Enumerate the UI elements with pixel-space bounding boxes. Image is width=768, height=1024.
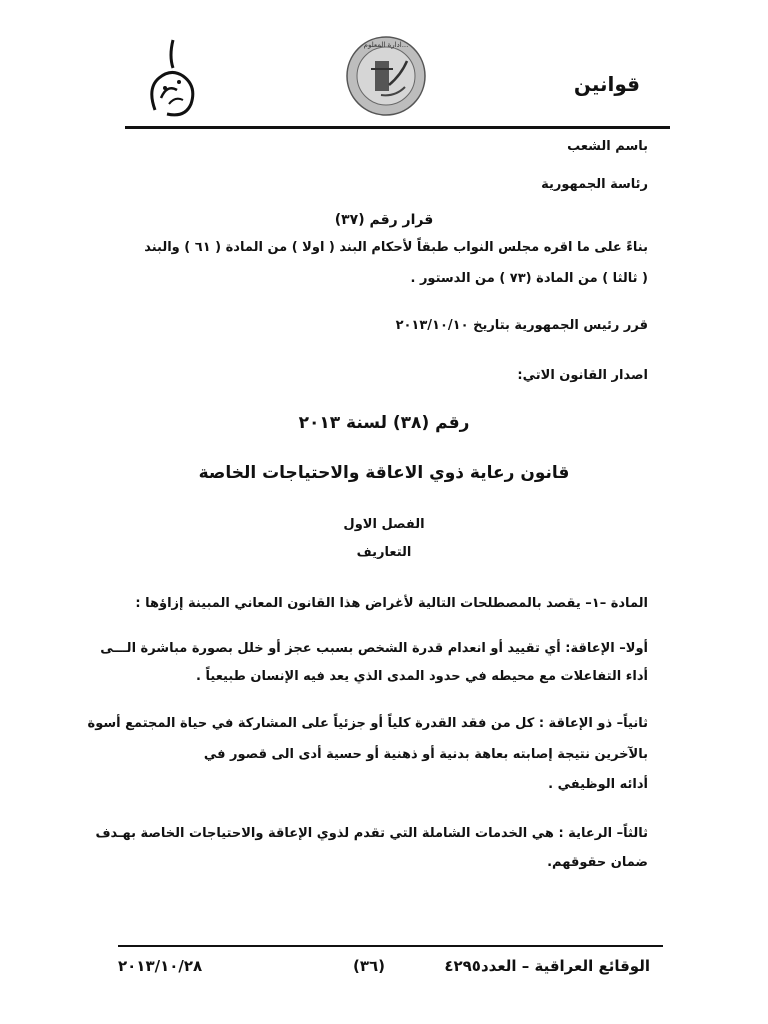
definition-3-line-1: ثالثاً– الرعاية : هي الخدمات الشاملة التي تقدم لذوي الإعاقة والاحتياجات الخاصة بهـدف — [95, 826, 648, 841]
in-the-name-of-people: باسم الشعب — [567, 139, 648, 154]
footer-divider — [118, 945, 663, 947]
president-decided: قرر رئيس الجمهورية بتاريخ ٢٠١٣/١٠/١٠ — [395, 318, 648, 333]
presidency-heading: رئاسة الجمهورية — [541, 177, 648, 192]
ministry-emblem-logo — [345, 35, 427, 117]
decree-number: قرار رقم (٣٧) — [334, 212, 434, 228]
gazette-calligraphy-logo — [143, 38, 199, 118]
definition-1-line-1: أولا– الإعاقة: أي تقييد أو انعدام قدرة الشخص بسبب عجز أو خلل بصورة مباشرة الـــى — [100, 641, 648, 656]
gazette-issue: الوقائع العراقية – العدد٤٢٩٥ — [444, 957, 650, 975]
chapter-heading: الفصل الاول — [343, 517, 425, 532]
issue-following-law: اصدار القانون الاتي: — [517, 368, 648, 383]
basis-line-2: ( ثالثا ) من المادة (٧٣ ) من الدستور . — [410, 271, 648, 286]
definition-2-line-2: بالآخرين نتيجة إصابته بعاهة بدنية أو ذهنية أو حسية أدى الى قصور في — [203, 747, 648, 762]
definition-2-line-3: أدائه الوظيفي . — [548, 777, 648, 792]
law-number: رقم (٣٨) لسنة ٢٠١٣ — [298, 413, 470, 433]
definition-2-line-1: ثانياً– ذو الإعاقة : كل من فقد القدرة كلياً أو جزئياً على المشاركة في حياة المجتمع أسوة — [87, 716, 648, 731]
definition-1-line-2: أداء التفاعلات مع محيطه في حدود المدى الذي يعد فيه الإنسان طبيعياً . — [196, 669, 648, 684]
basis-line-1: بناءً على ما اقره مجلس النواب طبقاً لأحكام البند ( اولا ) من المادة ( ٦١ ) والبند — [144, 240, 648, 255]
article-1: المادة –١– يقصد بالمصطلحات التالية لأغراض هذا القانون المعاني المبينة إزاؤها : — [135, 596, 648, 611]
page-number: (٣٦) — [353, 957, 386, 975]
definition-3-line-2: ضمان حقوقهم. — [547, 855, 648, 870]
section-title: قوانين — [573, 72, 640, 96]
issue-date: ٢٠١٣/١٠/٢٨ — [118, 957, 203, 975]
header-divider — [125, 126, 670, 129]
emblem-text: ادارة المعلوم... — [363, 41, 409, 49]
chapter-title: التعاريف — [356, 545, 412, 560]
law-title: قانون رعاية ذوي الاعاقة والاحتياجات الخاصة — [198, 463, 570, 483]
